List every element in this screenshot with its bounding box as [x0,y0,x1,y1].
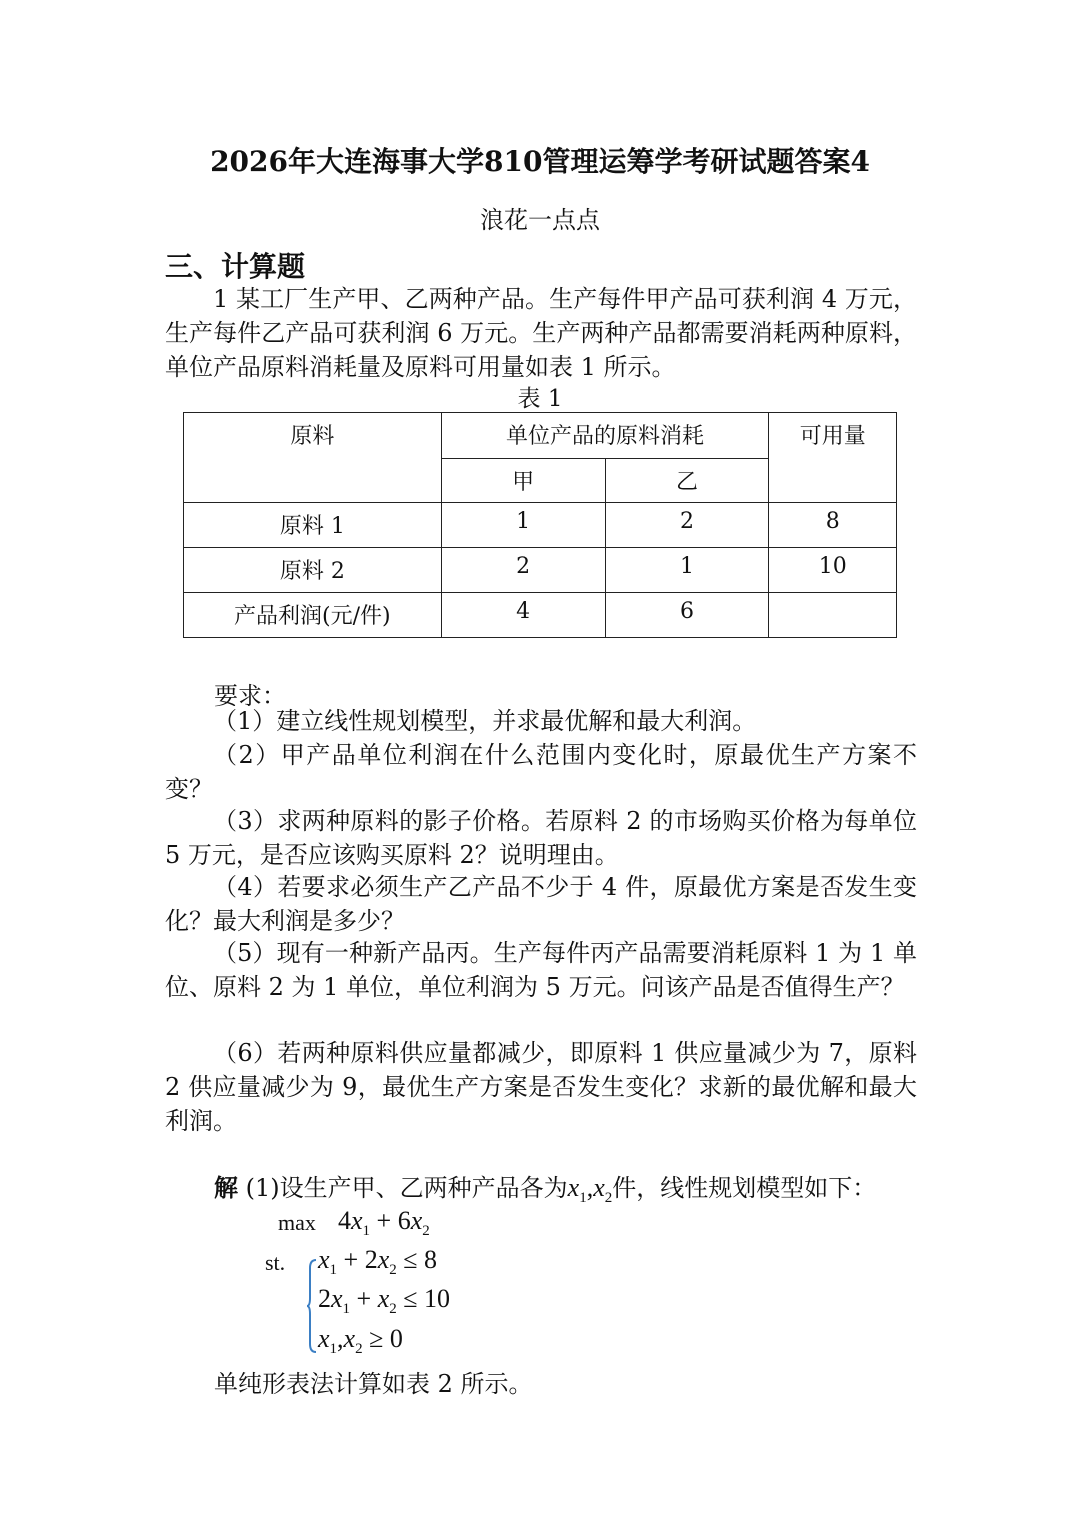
table-header-jia: 甲 [441,459,605,503]
st-label: st. [265,1250,286,1275]
table-cell: 10 [769,548,897,593]
table-header-consumption: 单位产品的原料消耗 [441,413,769,459]
constraint-2: $2x_1 + x_2 \le 10$ [318,1284,451,1318]
question-2: （2）甲产品单位利润在什么范围内变化时，原最优生产方案不变？ [165,741,917,803]
table-cell: 2 [441,548,605,593]
table-cell: 原料 1 [184,503,442,548]
table-header-material: 原料 [184,413,442,503]
table-1 [183,412,897,638]
table-row [184,503,897,548]
solution-text: (1)设生产甲、乙两种产品各为 [245,1174,568,1202]
problem-intro: 1 某工厂生产甲、乙两种产品。生产每件甲产品可获利润 4 万元，生产每件乙产品可获利润 6 万元。生产两种产品都需要消耗两种原料，单位产品原料消耗量及原料可用量如表 1 所示。 [165,285,917,381]
table-row [184,548,897,593]
table-cell: 1 [605,548,769,593]
table-cell: 2 [605,503,769,548]
constraint-nonneg: $x_1,x_2 \ge 0$ [318,1324,403,1358]
section-heading: 三、计算题 [165,250,306,283]
table-cell: 6 [605,593,769,638]
table-header-yi: 乙 [605,459,769,503]
question-6: （6）若两种原料供应量都减少，即原料 1 供应量减少为 7，原料 2 供应量减少为 9，最优生产方案是否发生变化？求新的最优解和最大利润。 [165,1039,917,1135]
table-cell [769,593,897,638]
solution-text-end: 件，线性规划模型如下： [612,1174,877,1202]
document-author: 浪花一点点 [480,206,600,234]
constraint-brace-icon [307,1258,317,1354]
variables-x1-x2: $x_1,x_2$ [567,1173,613,1207]
question-5: （5）现有一种新产品丙。生产每件丙产品需要消耗原料 1 为 1 单位、原料 2 为 1 单位，单位利润为 5 万元。问该产品是否值得生产？ [165,939,917,1001]
solution-label: 解 [214,1173,238,1202]
solution-line [214,1168,876,1207]
question-4: （4）若要求必须生产乙产品不少于 4 件，原最优方案是否发生变化？最大利润是多少？ [165,873,917,935]
table-cell: 原料 2 [184,548,442,593]
question-1: （1）建立线性规划模型，并求最优解和最大利润。 [213,707,757,735]
question-3: （3）求两种原料的影子价格。若原料 2 的市场购买价格为每单位 5 万元，是否应该购买原料 2？说明理由。 [165,807,917,869]
table-cell: 4 [441,593,605,638]
table-cell: 1 [441,503,605,548]
table-cell: 产品利润(元/件) [184,593,442,638]
table-cell: 8 [769,503,897,548]
objective-function: $4x_1 + 6x_2$ [338,1206,430,1240]
max-label: max [278,1210,316,1235]
document-title: 2026年大连海事大学810管理运筹学考研试题答案4 [210,145,870,178]
constraint-1: $x_1 + 2x_2 \le 8$ [318,1245,438,1279]
requirements-label: 要求： [214,682,286,710]
table-row [184,593,897,638]
table-caption: 表 1 [517,386,563,412]
table-header-available: 可用量 [769,413,897,503]
outro-text: 单纯形表法计算如表 2 所示。 [214,1370,533,1398]
